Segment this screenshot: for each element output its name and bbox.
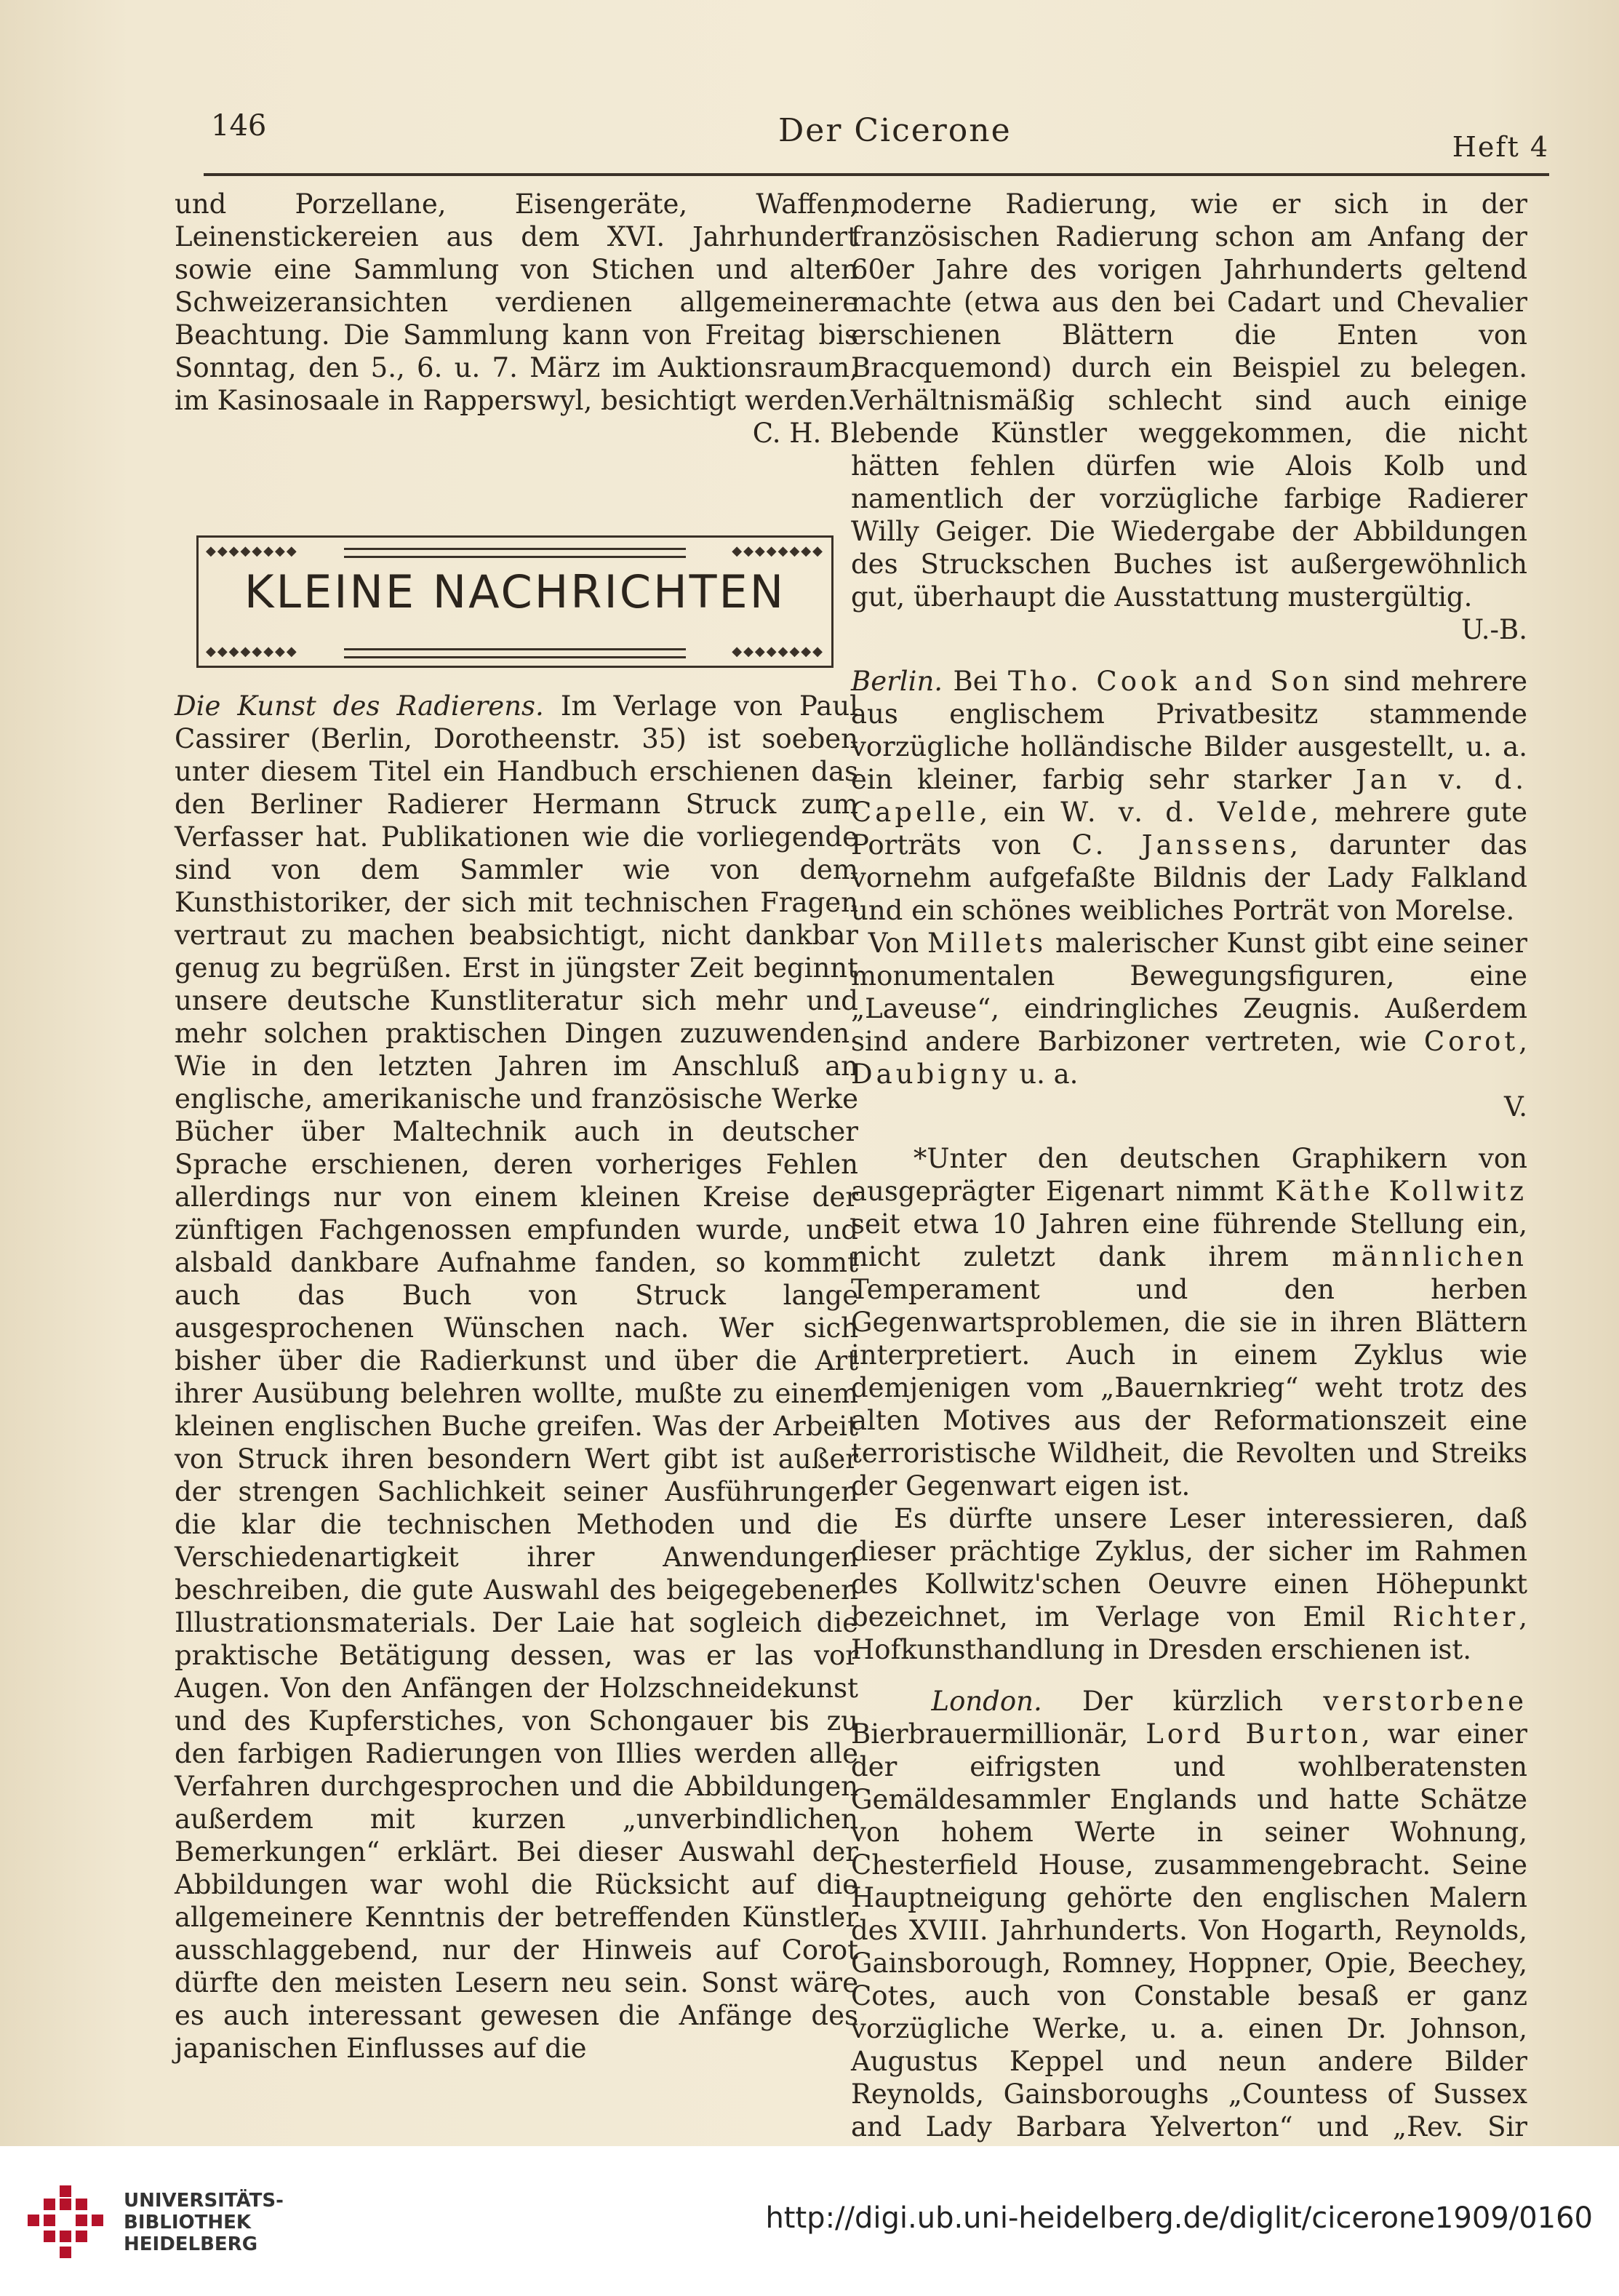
journal-title: Der Cicerone [778, 112, 1012, 149]
berlin-text: , ein [979, 797, 1046, 828]
library-line: HEIDELBERG [124, 2233, 258, 2255]
millet-name: Corot [1423, 1026, 1519, 1057]
millet-signature: V. [1503, 1091, 1527, 1123]
ornament-border-top: ◆◆◆◆◆◆◆◆ ◆◆◆◆◆◆◆◆ [206, 543, 824, 559]
millet-paragraph [851, 927, 1527, 1123]
kollwitz-name: Richter [1392, 1601, 1519, 1633]
millet-text: Von [868, 928, 919, 959]
berlin-title: Berlin. [851, 666, 943, 697]
millet-name: Millets [927, 928, 1047, 959]
page-header [204, 109, 1549, 167]
kollwitz-paragraph-2 [851, 1502, 1527, 1666]
left-column [175, 188, 858, 2065]
kollwitz-text: *Unter den deutschen Graphikern von ausgeprägter Eigenart nimmt [851, 1143, 1527, 1207]
library-line: BIBLIOTHEK [124, 2212, 252, 2233]
header-rule [204, 173, 1549, 176]
section-heading: KLEINE NACHRICHTEN [244, 565, 786, 618]
library-logo-icon [22, 2183, 109, 2270]
article-radieren [175, 690, 858, 2065]
london-emphasis: verstorbene [1323, 1686, 1527, 1717]
millet-text: malerischer Kunst gibt eine seiner monumentalen Bewegungsfiguren, eine „Laveuse“, eindringliches Zeugnis. Außerdem sind andere Barbizoner vertreten, wie [851, 928, 1527, 1057]
berlin-name: Tho. Cook and Son [1007, 666, 1333, 697]
continuation-text: moderne Radierung, wie er sich in der französischen Radierung schon am Anfang der 60er Jahre des vorigen Jahrhunderts geltend machte (etwa aus den bei Cadart und Chevalier erschienen Blättern die Enten von Bracquemond) durch ein Beispiel zu belegen. Verhältnismäßig schlecht sind auch einige lebende Künstler weggekommen, die nicht hätten fehlen dürfen wie Alois Kolb und namentlich der vorzügliche farbige Radierer Willy Geiger. Die Wiedergabe der Abbildungen des Struckschen Buches ist außergewöhnlich gut, überhaupt die Ausstattung mustergültig. [851, 188, 1527, 613]
kollwitz-text: , Hofkunsthandlung in Dresden erschienen ist. [851, 1601, 1528, 1665]
footer-bar [0, 2146, 1619, 2296]
millet-text: u. a. [1019, 1059, 1079, 1090]
kollwitz-text: seit etwa 10 Jahren eine führende Stellung ein, nicht zuletzt dank ihrem [851, 1208, 1527, 1272]
kollwitz-paragraph [851, 1142, 1527, 1502]
london-text: Bierbrauermillionär, [851, 1718, 1129, 1750]
millet-name: Daubigny [851, 1059, 1011, 1090]
intro-paragraph [175, 188, 858, 450]
london-text: , war einer der eifrigsten und wohlberatensten Gemäldesammler Englands und hatte Schätze von hohem Werte in seiner Wohnung, Chesterfield House, zusammengebracht. Seine Hauptneigung gehörte den englischen Malern des XVIII. Jahrhunderts. Von Hogarth, Reynolds, Gainsborough, Romney, Hoppner, Opie, Beechey, Cotes, auch von Constable besaß er ganz vorzügliche Werke, u. a. einen Dr. Johnson, Augustus Keppel und neun andere Bilder Reynolds, Gainsboroughs „Countess of Sussex and Lady Barbara Yelverton“ und „Rev. Sir [851, 1718, 1527, 2142]
source-url-link[interactable]: http://digi.ub.uni-heidelberg.de/diglit/cicerone1909/0160 [765, 2201, 1593, 2235]
library-line: UNIVERSITÄTS- [124, 2190, 284, 2212]
berlin-text: , mehrere gute Porträts von [851, 797, 1527, 861]
issue-label: Heft 4 [1452, 131, 1549, 163]
berlin-name: W. v. d. Velde [1060, 797, 1311, 828]
continuation-paragraph [851, 188, 1527, 646]
berlin-name: Jan v. d. Capelle [851, 764, 1528, 828]
millet-text: , [1519, 1026, 1527, 1057]
berlin-text: sind mehrere aus englischem Privatbesitz stammende vorzügliche holländische Bilder ausgestellt, u. a. ein kleiner, farbig sehr starker [851, 666, 1528, 795]
kollwitz-text: Es dürfte unsere Leser interessieren, daß dieser prächtige Zyklus, der sicher im Rahmen des Kollwitz'schen Oeuvre einen Höhepunkt bezeichnet, im Verlage von Emil [851, 1503, 1527, 1633]
intro-signature: C. H. B. [752, 418, 858, 449]
london-title: London. [931, 1686, 1042, 1717]
london-paragraph [851, 1685, 1527, 2176]
page-number: 146 [211, 109, 267, 143]
section-heading-box [196, 535, 834, 668]
right-column [851, 188, 1527, 2176]
london-text: Der kürzlich [1082, 1686, 1284, 1717]
kollwitz-name: Käthe Kollwitz [1275, 1176, 1528, 1207]
berlin-text: Bei [953, 666, 998, 697]
london-name: Lord Burton [1146, 1718, 1362, 1750]
article-title: Die Kunst des Radierens. [175, 690, 544, 722]
berlin-name: C. Janssens [1071, 829, 1290, 861]
intro-text: und Porzellane, Eisengeräte, Waffen, Leinenstickereien aus dem XVI. Jahrhundert sowie eine Sammlung von Stichen und alten Schweizeransichten verdienen allgemeinere Beachtung. Die Sammlung kann von Freitag bis Sonntag, den 5., 6. u. 7. März im Auktionsraum, im Kasinosaale in Rapperswyl, besichtigt werden. [175, 188, 858, 416]
library-name [124, 2190, 284, 2255]
article-text: Im Verlage von Paul Cassirer (Berlin, Dorotheenstr. 35) ist soeben unter diesem Titel ein Handbuch erschienen das den Berliner Radierer Hermann Struck zum Verfasser hat. Publikationen wie die vorliegende sind von dem Sammler wie von dem Kunsthistoriker, der sich mit technischen Fragen vertraut zu machen beabsichtigt, nicht dankbar genug zu begrüßen. Erst in jüngster Zeit beginnt unsere deutsche Kunstliteratur sich mehr und mehr solchen praktischen Dingen zuzuwenden. Wie in den letzten Jahren im Anschluß an englische, amerikanische und französische Werke Bücher über Maltechnik auch in deutscher Sprache erschienen, deren vorheriges Fehlen allerdings nur von einem kleinen Kreise der zünftigen Fachgenossen empfunden wurde, und alsbald dankbare Aufnahme fanden, so kommt auch das Buch von Struck lange ausgesprochenen Wünschen nach. Wer sich bisher über die Radierkunst und über die Art ihrer Ausübung belehren wollte, mußte zu einem kleinen englischen Buche greifen. Was der Arbeit von Struck ihren besondern Wert gibt ist außer der strengen Sachlichkeit seiner Ausführungen die klar die technischen Methoden und die Verschiedenartigkeit ihrer Anwendungen beschreiben, die gute Auswahl des beigegebenen Illustrationsmaterials. Der Laie hat sogleich die praktische Betätigung dessen, was er las vor Augen. Von den Anfängen der Holzschneidekunst und des Kupferstiches, von Schongauer bis zu den farbigen Radierungen von Illies werden alle Verfahren durchgesprochen und die Abbildungen außerdem mit kurzen „unverbindlichen Bemerkungen“ erklärt. Bei dieser Auswahl der Abbildungen war wohl die Rücksicht auf die allgemeinere Kenntnis der betreffenden Künstler ausschlaggebend, nur der Hinweis auf Corot dürfte den meisten Lesern neu sein. Sonst wäre es auch interessant gewesen die Anfänge des japanischen Einflusses auf die [175, 690, 858, 2064]
kollwitz-text: Temperament und den herben Gegenwartsproblemen, die sie in ihren Blättern interpretiert. Auch in einem Zyklus wie demjenigen vom „Bauernkrieg“ weht trotz des alten Motives aus der Reformationszeit eine terroristische Wildheit, die Revolten und Streiks der Gegenwart eigen ist. [851, 1274, 1527, 1502]
continuation-signature: U.-B. [1460, 614, 1527, 645]
berlin-text: , darunter das vornehm aufgefaßte Bildnis der Lady Falkland und ein schönes weibliches Porträt von Morelse. [851, 829, 1527, 926]
berlin-paragraph [851, 665, 1527, 927]
ornament-border-bottom: ◆◆◆◆◆◆◆◆ ◆◆◆◆◆◆◆◆ [206, 644, 824, 659]
kollwitz-emphasis: männlichen [1332, 1241, 1527, 1272]
